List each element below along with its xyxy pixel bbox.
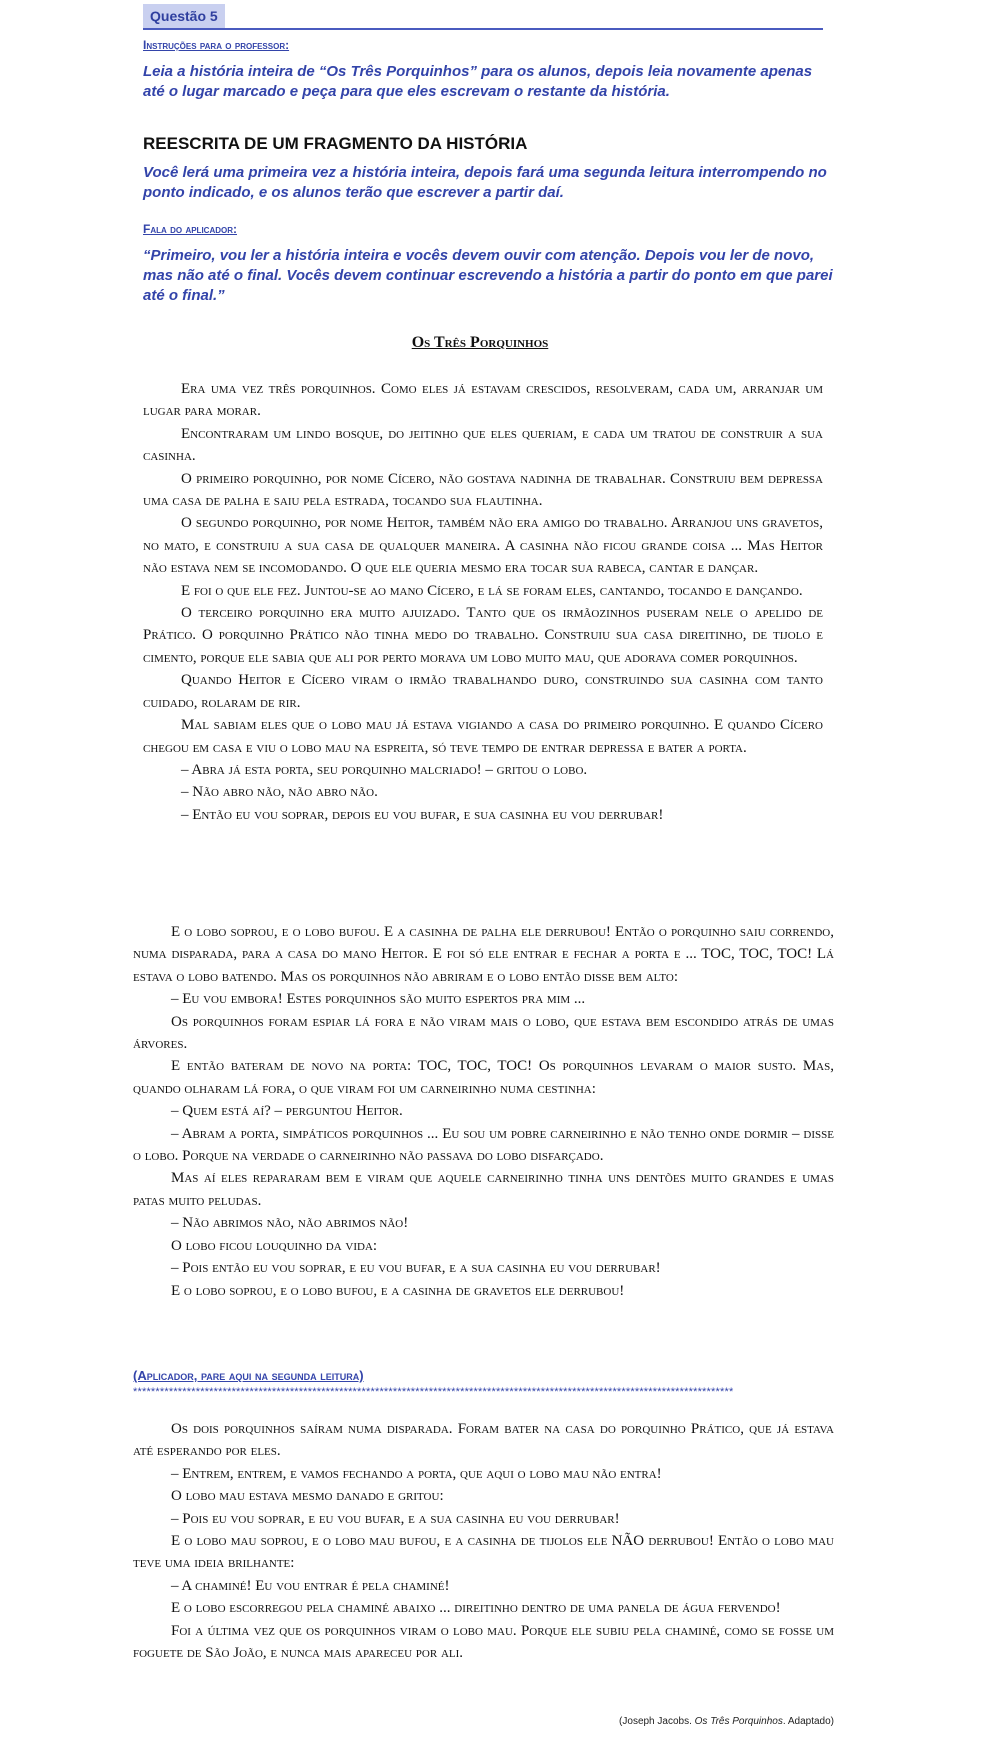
citation-title: Os Três Porquinhos xyxy=(694,1716,783,1727)
story-part-3 xyxy=(133,1418,834,1664)
story-part-2 xyxy=(133,921,834,1302)
section-description: Você lerá uma primeira vez a história inteira, depois fará uma segunda leitura interrompendo no ponto indicado, e os alunos terão que escrever a partir daí. xyxy=(143,164,827,201)
story-dialogue: – Entrem, entrem, e vamos fechando a porta, que aqui o lobo mau não entra! xyxy=(171,1465,662,1482)
stop-marker: (Aplicador, pare aqui na segunda leitura) xyxy=(133,1368,364,1383)
story-paragraph: E o lobo soprou, e o lobo bufou, e a casinha de gravetos ele derrubou! xyxy=(171,1282,625,1299)
story-dialogue: – Então eu vou soprar, depois eu vou bufar, e sua casinha eu vou derrubar! xyxy=(181,806,664,823)
applicator-speech-text: “Primeiro, vou ler a história inteira e vocês devem ouvir com atenção. Depois vou ler de novo, mas não até o final. Vocês devem continuar escrevendo a história a partir do ponto em que parei até o final.” xyxy=(143,247,833,304)
story-paragraph: Quando Heitor e Cícero viram o irmão trabalhando duro, construindo sua casinha com tanto cuidado, rolaram de rir. xyxy=(143,672,823,711)
story-paragraph: O lobo ficou louquinho da vida: xyxy=(171,1237,378,1254)
story-dialogue: – Pois então eu vou soprar, e eu vou bufar, e a sua casinha eu vou derrubar! xyxy=(171,1260,661,1277)
section-heading: REESCRITA DE UM FRAGMENTO DA HISTÓRIA xyxy=(143,134,528,153)
story-paragraph: E o lobo mau soprou, e o lobo mau bufou, e a casinha de tijolos ele NÃO derrubou! Então o lobo mau teve uma ideia brilhante: xyxy=(133,1533,834,1572)
story-paragraph: O primeiro porquinho, por nome Cícero, não gostava nadinha de trabalhar. Construiu bem depressa uma casa de palha e saiu pela estrada, tocando sua flautinha. xyxy=(143,470,823,510)
story-paragraph: O terceiro porquinho era muito ajuizado. Tanto que os irmãozinhos puseram nele o apelido de Prático. O porquinho Prático não tinha medo do trabalho. Construiu sua casa direitinho, de tijolo e cimento, porque ele sabia que ali por perto morava um lobo muito mau, que adorava comer porquinhos. xyxy=(143,605,823,666)
story-paragraph: Mas aí eles repararam bem e viram que aquele carneirinho tinha uns dentões muito grandes e umas patas muito peludas. xyxy=(133,1170,834,1209)
citation-suffix: . Adaptado) xyxy=(782,1716,834,1727)
story-part-1 xyxy=(143,378,823,826)
story-dialogue: – Quem está aí? – perguntou Heitor. xyxy=(171,1103,403,1120)
story-paragraph: E foi o que ele fez. Juntou-se ao mano Cícero, e lá se foram eles, cantando, tocando e dançando. xyxy=(181,582,803,599)
applicator-speech-label: Fala do aplicador: xyxy=(143,222,237,236)
question-header-bar xyxy=(143,4,823,30)
story-dialogue: – Não abro não, não abro não. xyxy=(181,784,378,801)
story-paragraph: E então bateram de novo na porta: TOC, TOC, TOC! Os porquinhos levaram o maior susto. Mas, quando olharam lá fora, o que viram foi um carneirinho numa cestinha: xyxy=(133,1058,834,1097)
story-dialogue: – Eu vou embora! Estes porquinhos são muito espertos pra mim ... xyxy=(171,991,586,1008)
story-paragraph: Os dois porquinhos saíram numa disparada. Foram bater na casa do porquinho Prático, que já estava até esperando por eles. xyxy=(133,1421,834,1460)
teacher-instructions-text: Leia a história inteira de “Os Três Porquinhos” para os alunos, depois leia novamente apenas até o lugar marcado e peça para que eles escrevam o restante da história. xyxy=(143,63,813,100)
teacher-instructions-label: Instruções para o professor: xyxy=(143,38,290,52)
story-paragraph: Foi a última vez que os porquinhos viram o lobo mau. Porque ele subiu pela chaminé, como se fosse um foguete de São João, e nunca mais apareceu por ali. xyxy=(133,1622,834,1662)
question-label: Questão 5 xyxy=(143,4,225,28)
story-paragraph: Encontraram um lindo bosque, do jeitinho que eles queriam, e cada um tratou de construir a sua casinha. xyxy=(143,425,823,465)
story-dialogue: – Pois eu vou soprar, e eu vou bufar, e a sua casinha eu vou derrubar! xyxy=(171,1510,620,1527)
story-paragraph: Os porquinhos foram espiar lá fora e não viram mais o lobo, que estava bem escondido atrás de umas árvores. xyxy=(133,1013,834,1053)
citation-prefix: (Joseph Jacobs. xyxy=(619,1716,695,1727)
story-dialogue: – A chaminé! Eu vou entrar é pela chaminé! xyxy=(171,1577,450,1594)
story-dialogue: – Não abrimos não, não abrimos não! xyxy=(171,1215,409,1232)
story-paragraph: O lobo mau estava mesmo danado e gritou: xyxy=(171,1488,444,1505)
citation xyxy=(619,1716,834,1727)
story-paragraph: E o lobo soprou, e o lobo bufou. E a casinha de palha ele derrubou! Então o porquinho saiu correndo, numa disparada, para a casa do mano Heitor. E foi só ele entrar e fechar a porta e ... TOC, TOC, TOC! Lá estava o lobo batendo. Mas os porquinhos não abriram e o lobo então disse bem alto: xyxy=(133,924,834,985)
story-title: Os Três Porquinhos xyxy=(411,334,549,351)
stars-divider: ************************************************************************************************************************************** xyxy=(133,1386,734,1398)
story-dialogue: – Abram a porta, simpáticos porquinhos ... Eu sou um pobre carneirinho e não tenho onde dormir – disse o lobo. Porque na verdade o carneirinho não passava do lobo disfarçado. xyxy=(133,1125,834,1165)
story-paragraph: E o lobo escorregou pela chaminé abaixo ... direitinho dentro de uma panela de água fervendo! xyxy=(171,1600,781,1617)
story-paragraph: Mal sabiam eles que o lobo mau já estava vigiando a casa do primeiro porquinho. E quando Cícero chegou em casa e viu o lobo mau na espreita, só teve tempo de entrar depressa e bater a porta. xyxy=(143,717,823,756)
story-paragraph: O segundo porquinho, por nome Heitor, também não era amigo do trabalho. Arranjou uns gravetos, no mato, e construiu a sua casa de qualquer maneira. A casinha não ficou grande coisa ... Mas Heitor não estava nem se incomodando. O que ele queria mesmo era tocar sua rabeca, cantar e dançar. xyxy=(143,515,823,577)
story-paragraph: Era uma vez três porquinhos. Como eles já estavam crescidos, resolveram, cada um, arranjar um lugar para morar. xyxy=(143,381,823,420)
story-dialogue: – Abra já esta porta, seu porquinho malcriado! – gritou o lobo. xyxy=(181,761,588,778)
